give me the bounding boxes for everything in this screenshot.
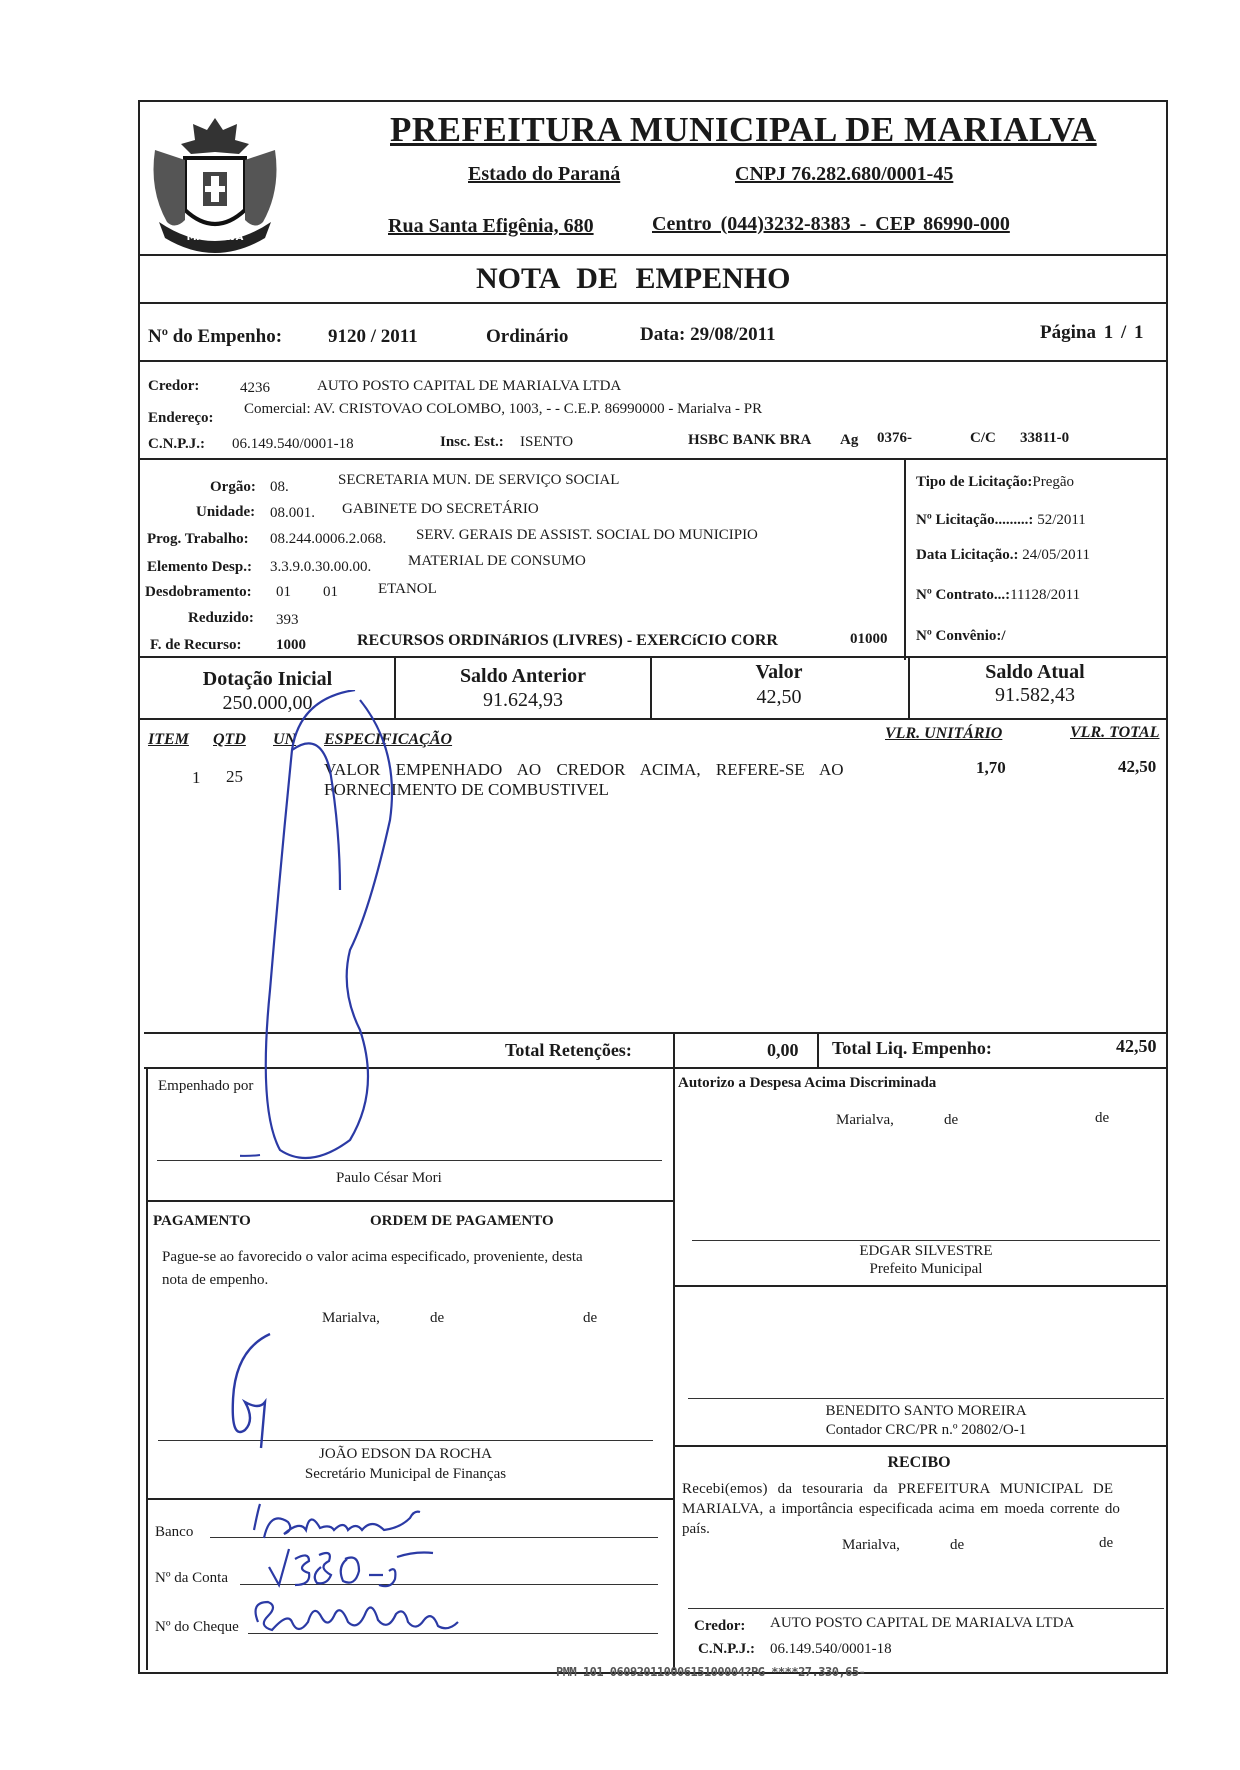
item-spec-line-1: VALOR EMPENHADO AO CREDOR ACIMA, REFERE-SE AO <box>324 760 844 779</box>
col-header-especificacao: ESPECIFICAÇÃO <box>324 731 453 748</box>
col-header-vlr-unitario: VLR. UNITÁRIO <box>885 725 1003 742</box>
licitacao-number-label <box>916 512 1086 529</box>
divider-vertical <box>817 1032 819 1068</box>
fonte-number: 01000 <box>850 631 888 647</box>
empenho-date: Data: 29/08/2011 <box>640 324 776 345</box>
recibo-credor-value: AUTO POSTO CAPITAL DE MARIALVA LTDA <box>770 1615 1075 1631</box>
divider <box>138 656 1166 658</box>
licitacao-date-caption: Data Licitação.: <box>916 547 1019 563</box>
elemento-value: MATERIAL DE CONSUMO <box>408 553 586 569</box>
conta-label: Nº da Conta <box>155 1570 228 1586</box>
saldo-atual-label: Saldo Atual <box>985 661 1085 683</box>
cc-label: C/C <box>970 430 996 446</box>
divider-vertical <box>673 1032 675 1068</box>
licitacao-date-label <box>916 547 1090 564</box>
signature-line <box>688 1398 1164 1399</box>
cheque-label: Nº do Cheque <box>155 1619 239 1635</box>
agency-label: Ag <box>840 432 859 448</box>
unidade-value: GABINETE DO SECRETÁRIO <box>342 501 539 517</box>
credor-code: 4236 <box>240 380 270 396</box>
fonte-value: RECURSOS ORDINáRIOS (LIVRES) - EXERCíCIO CORR <box>357 632 778 649</box>
prog-value: SERV. GERAIS DE ASSIST. SOCIAL DO MUNICIPIO <box>416 527 758 543</box>
desdobramento-b: 01 <box>323 584 338 600</box>
item-qtd: 25 <box>226 767 243 786</box>
empenhado-por-name: Paulo César Mori <box>336 1170 442 1186</box>
banco-label: Banco <box>155 1524 194 1540</box>
credor-name: AUTO POSTO CAPITAL DE MARIALVA LTDA <box>317 378 622 394</box>
divider <box>674 1285 1166 1287</box>
address-rest-text: Centro (044)3232-8383 - CEP 86990-000 <box>652 213 1010 235</box>
item-number: 1 <box>192 768 201 787</box>
divider <box>138 254 1166 256</box>
saldo-anterior-value: 91.624,93 <box>483 689 563 711</box>
recibo-text-2: MARIALVA, a importância especificada acima em moeda corrente do <box>682 1501 1120 1517</box>
prefeito-title: Prefeito Municipal <box>869 1261 983 1277</box>
col-header-un: UN <box>273 731 297 748</box>
fonte-code: 1000 <box>276 637 306 653</box>
handwritten-account-number <box>265 1545 445 1590</box>
recibo-de-1: de <box>950 1537 965 1553</box>
footer-code: PMM 101 06092011000615100004?PG ****27.330,65- <box>556 1665 866 1679</box>
reduzido-label: Reduzido: <box>188 610 254 626</box>
divider-vertical <box>146 1067 148 1670</box>
col-header-item: ITEM <box>148 731 189 748</box>
convenio-label: Nº Convênio:/ <box>916 628 1006 644</box>
autorizo-de-1: de <box>944 1112 959 1128</box>
insc-value: ISENTO <box>520 434 574 450</box>
handwritten-signature-empenhado <box>240 690 440 1170</box>
coat-of-arms-logo <box>145 110 285 260</box>
orgao-value: SECRETARIA MUN. DE SERVIÇO SOCIAL <box>338 472 620 488</box>
item-spec-line-2: FORNECIMENTO DE COMBUSTIVEL <box>324 780 609 799</box>
recibo-credor-label: Credor: <box>694 1618 746 1634</box>
orgao-code: 08. <box>270 479 289 495</box>
address-text: Rua Santa Efigênia, 680 <box>388 215 594 237</box>
ordem-pagamento-label: ORDEM DE PAGAMENTO <box>370 1213 554 1229</box>
total-liquido-value: 42,50 <box>1116 1036 1157 1056</box>
contrato-value: 11128/2011 <box>1010 587 1081 603</box>
secretario-title: Secretário Municipal de Finanças <box>304 1466 507 1482</box>
licitacao-number-value: 52/2011 <box>1037 512 1086 528</box>
prog-label: Prog. Trabalho: <box>147 531 249 547</box>
contador-name: BENEDITO SANTO MOREIRA <box>825 1403 1027 1419</box>
licitacao-number-caption: Nº Licitação.........: <box>916 512 1034 528</box>
elemento-code: 3.3.9.0.30.00.00. <box>270 559 372 575</box>
dotacao-inicial-label: Dotação Inicial <box>202 668 333 690</box>
contrato-label <box>916 587 1080 604</box>
pagamento-de-1: de <box>430 1310 445 1326</box>
signature-line <box>688 1608 1164 1609</box>
recibo-city: Marialva, <box>842 1537 900 1553</box>
recibo-label: RECIBO <box>887 1454 951 1471</box>
col-header-qtd: QTD <box>213 731 246 748</box>
fonte-label: F. de Recurso: <box>150 637 242 653</box>
divider <box>138 302 1166 304</box>
desdobramento-a: 01 <box>276 584 291 600</box>
recibo-cnpj-value: 06.149.540/0001-18 <box>770 1641 892 1657</box>
autorizo-city: Marialva, <box>836 1112 894 1128</box>
contrato-caption: Nº Contrato...: <box>916 587 1011 603</box>
item-total-value: 42,50 <box>1118 757 1157 776</box>
divider <box>146 1200 674 1202</box>
pagamento-text-2: nota de empenho. <box>162 1272 269 1288</box>
dotacao-inicial-value: 250.000,00 <box>222 692 313 714</box>
desdobramento-value: ETANOL <box>378 581 437 597</box>
autorizo-de-2: de <box>1095 1110 1110 1126</box>
total-retencoes-label: Total Retenções: <box>505 1040 632 1060</box>
divider <box>138 458 1166 460</box>
secretario-name: JOÃO EDSON DA ROCHA <box>319 1446 492 1462</box>
credor-label: Credor: <box>148 378 200 394</box>
prog-code: 08.244.0006.2.068. <box>270 531 387 547</box>
pagamento-de-2: de <box>583 1310 598 1326</box>
insc-label: Insc. Est.: <box>440 434 504 450</box>
valor-value: 42,50 <box>756 686 802 708</box>
prefeito-name: EDGAR SILVESTRE <box>859 1243 993 1259</box>
handwritten-cheque-note <box>248 1592 468 1642</box>
state-text: Estado do Paraná <box>468 163 621 185</box>
col-header-vlr-total: VLR. TOTAL <box>1070 724 1160 741</box>
bank-name: HSBC BANK BRA <box>688 432 812 448</box>
licitacao-date-value: 24/05/2011 <box>1022 547 1091 563</box>
reduzido-value: 393 <box>276 612 299 628</box>
pagamento-label: PAGAMENTO <box>153 1213 251 1229</box>
pagamento-text-1: Pague-se ao favorecido o valor acima especificado, proveniente, desta <box>162 1249 583 1265</box>
orgao-label: Orgão: <box>210 479 256 495</box>
item-unit-value: 1,70 <box>976 758 1006 777</box>
divider <box>138 360 1166 362</box>
autorizo-label: Autorizo a Despesa Acima Discriminada <box>678 1075 937 1091</box>
total-liquido-label: Total Liq. Empenho: <box>832 1038 992 1058</box>
unidade-code: 08.001. <box>270 505 315 521</box>
unidade-label: Unidade: <box>196 504 256 520</box>
agency-value: 0376- <box>877 430 912 446</box>
licitacao-tipo-label <box>916 474 1074 491</box>
endereco-value: Comercial: AV. CRISTOVAO COLOMBO, 1003, - - C.E.P. 86990000 - Marialva - PR <box>244 401 763 417</box>
endereco-label: Endereço: <box>148 410 214 426</box>
recibo-text-3: país. <box>682 1521 710 1537</box>
divider <box>674 1445 1166 1447</box>
saldo-anterior-label: Saldo Anterior <box>459 665 587 687</box>
cnpj-text: CNPJ 76.282.680/0001-45 <box>735 163 954 185</box>
recibo-cnpj-label: C.N.P.J.: <box>698 1641 755 1657</box>
licitacao-tipo-caption: Tipo de Licitação: <box>916 474 1033 490</box>
recibo-text-1: Recebi(emos) da tesouraria da PREFEITURA MUNICIPAL DE <box>682 1481 1114 1497</box>
contador-title: Contador CRC/PR n.º 20802/O-1 <box>825 1422 1027 1438</box>
total-retencoes-value: 0,00 <box>767 1040 799 1060</box>
licitacao-tipo-value: Pregão <box>1032 474 1075 490</box>
desdobramento-label: Desdobramento: <box>145 584 252 600</box>
page-title: PREFEITURA MUNICIPAL DE MARIALVA <box>390 110 1097 149</box>
elemento-label: Elemento Desp.: <box>147 559 252 575</box>
cc-value: 33811-0 <box>1020 430 1070 446</box>
page-number: Página 1 / 1 <box>1040 322 1144 343</box>
signature-line <box>692 1240 1160 1241</box>
empenho-number: 9120 / 2011 <box>328 326 418 347</box>
handwritten-bank-name <box>250 1500 430 1545</box>
pagamento-city: Marialva, <box>322 1310 380 1326</box>
empenho-number-label: Nº do Empenho: <box>148 326 283 347</box>
divider-vertical <box>904 460 906 660</box>
cnpj-label: C.N.P.J.: <box>148 436 205 452</box>
document-title: NOTA DE EMPENHO <box>476 262 791 295</box>
saldo-atual-value: 91.582,43 <box>995 684 1075 706</box>
empenhado-por-label: Empenhado por <box>158 1078 254 1094</box>
recibo-de-2: de <box>1099 1535 1114 1551</box>
cnpj-value: 06.149.540/0001-18 <box>232 436 354 452</box>
divider-vertical <box>673 1067 675 1670</box>
handwritten-signature-secretario <box>215 1330 295 1450</box>
empenho-type: Ordinário <box>486 326 569 347</box>
valor-label: Valor <box>755 661 803 683</box>
svg-text:MARIALVA: MARIALVA <box>186 232 244 243</box>
